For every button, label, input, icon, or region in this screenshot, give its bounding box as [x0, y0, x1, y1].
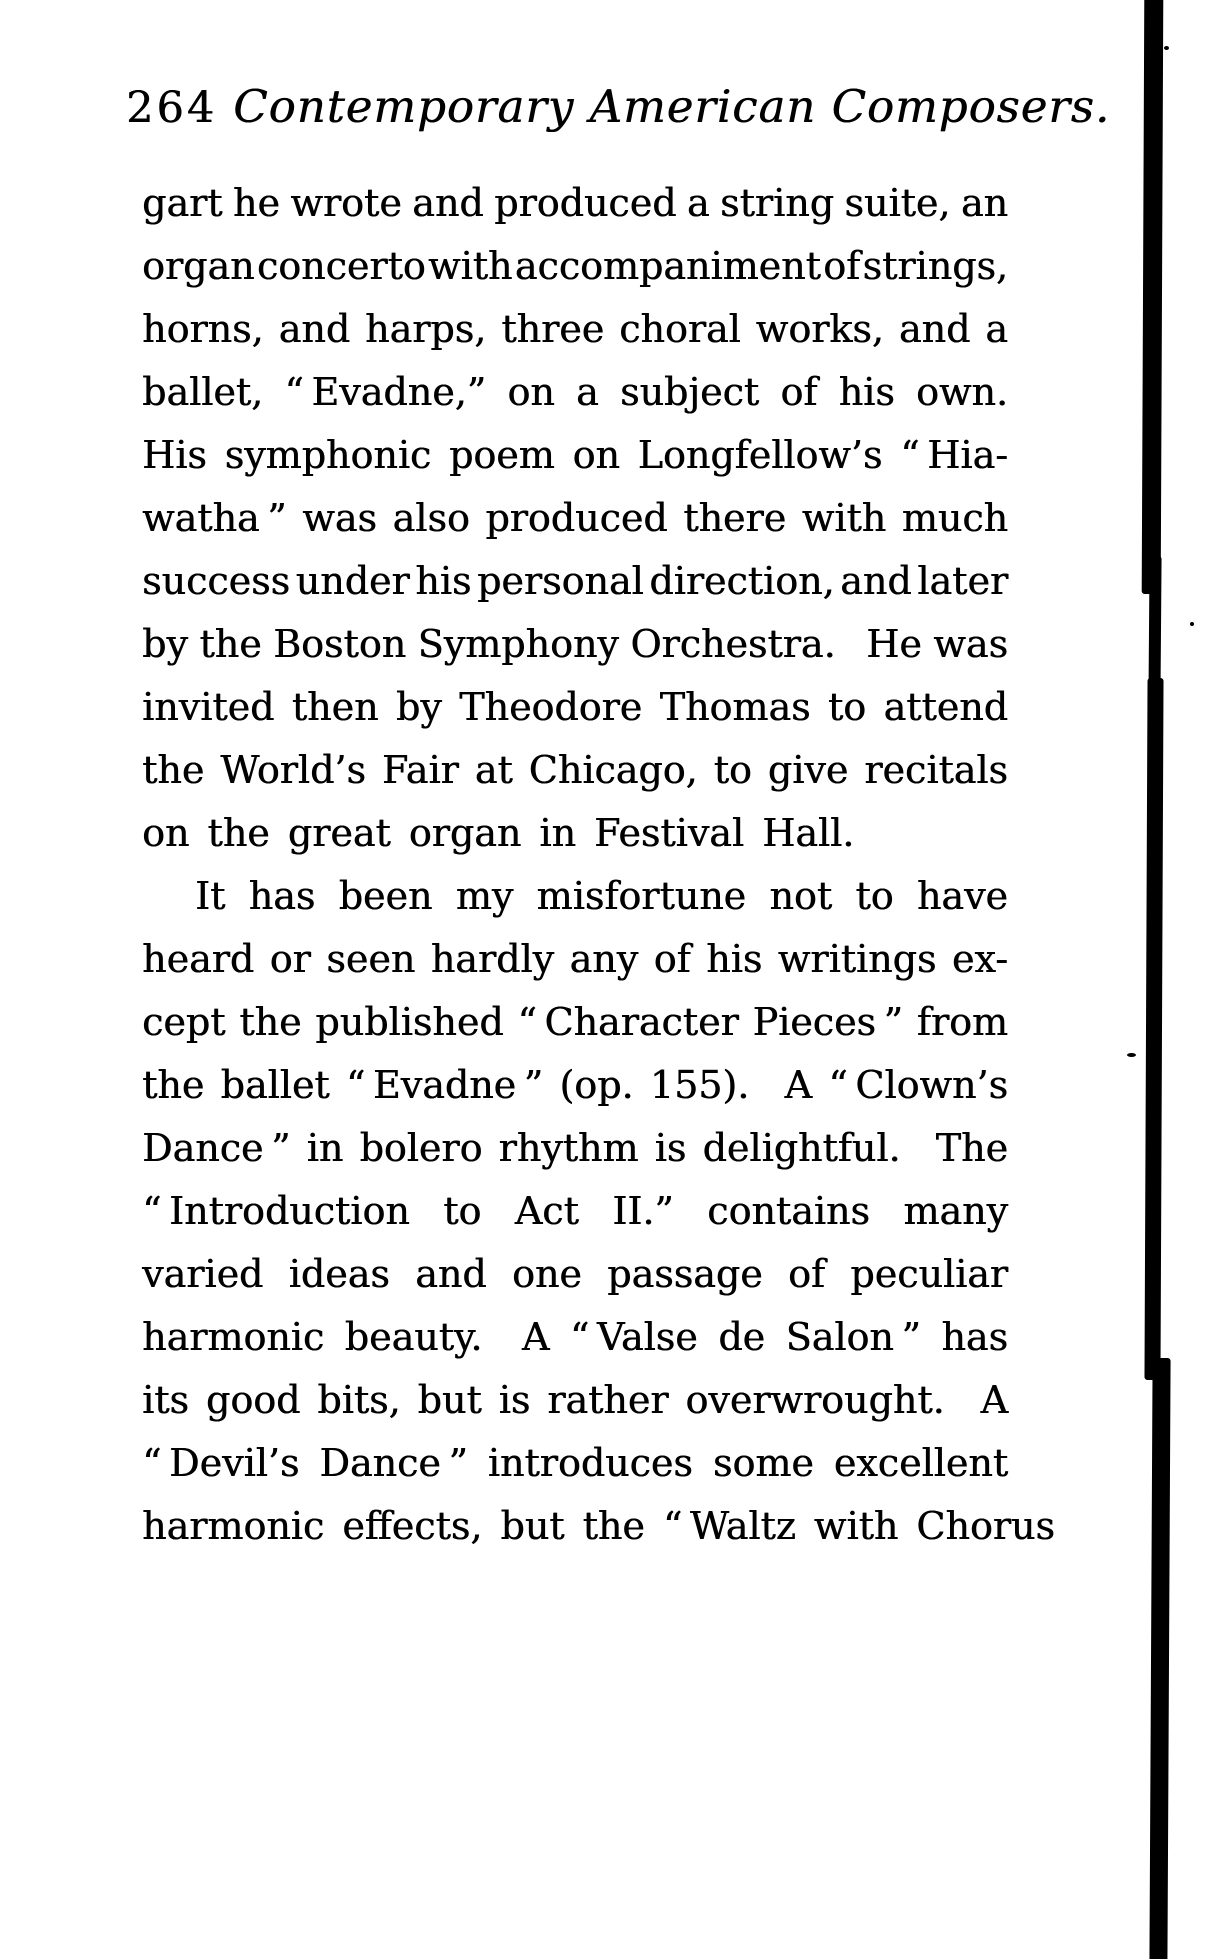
text-line: “ Introduction to Act II.” contains many — [142, 1189, 1008, 1233]
text-line: heard or seen hardly any of his writings ex- — [142, 937, 1008, 981]
text-line: the World’s Fair at Chicago, to give recitals — [142, 748, 1008, 792]
page-body — [142, 172, 1055, 1558]
text-line: its good bits, but is rather overwrought. A — [142, 1378, 1008, 1422]
text-line: by the Boston Symphony Orchestra. He was — [142, 622, 1008, 666]
binding-bar — [1149, 1358, 1170, 1959]
text-line: success under his personal direction, and later — [142, 559, 1008, 603]
text-line: gart he wrote and produced a string suite, an — [142, 181, 1008, 225]
paragraph — [142, 865, 1055, 1558]
page-number: 264 — [126, 83, 218, 133]
text-line: horns, and harps, three choral works, and a — [142, 307, 1008, 351]
text-line: “ Devil’s Dance ” introduces some excellent — [142, 1441, 1008, 1485]
paragraph — [142, 172, 1008, 865]
text-line: Dance ” in bolero rhythm is delightful. The — [142, 1126, 1008, 1170]
text-line: It has been my misfortune not to have — [195, 874, 1008, 918]
text-line: invited then by Theodore Thomas to attend — [142, 685, 1008, 729]
binding-bar — [1142, 0, 1164, 594]
scan-speck — [1164, 46, 1169, 50]
text-line: harmonic effects, but the “ Waltz with Chorus — [142, 1504, 1055, 1548]
scan-speck — [1190, 622, 1194, 626]
text-line: ballet, “ Evadne,” on a subject of his own. — [142, 370, 1008, 414]
text-line: organ concerto with accompaniment of strings, — [142, 244, 1008, 288]
text-line: cept the published “ Character Pieces ” from — [142, 1000, 1008, 1044]
running-head-title: Contemporary American Composers. — [233, 80, 1111, 133]
text-line: the ballet “ Evadne ” (op. 155). A “ Clown’s — [142, 1063, 1008, 1107]
running-head — [126, 80, 1110, 133]
text-line: harmonic beauty. A “ Valse de Salon ” has — [142, 1315, 1008, 1359]
text-line: watha ” was also produced there with much — [142, 496, 1008, 540]
text-line: varied ideas and one passage of peculiar — [142, 1252, 1008, 1296]
scan-speck — [1127, 1053, 1136, 1057]
text-line: on the great organ in Festival Hall. — [142, 811, 855, 855]
text-line: His symphonic poem on Longfellow’s “ Hia- — [142, 433, 1008, 477]
binding-bar — [1144, 678, 1163, 1380]
